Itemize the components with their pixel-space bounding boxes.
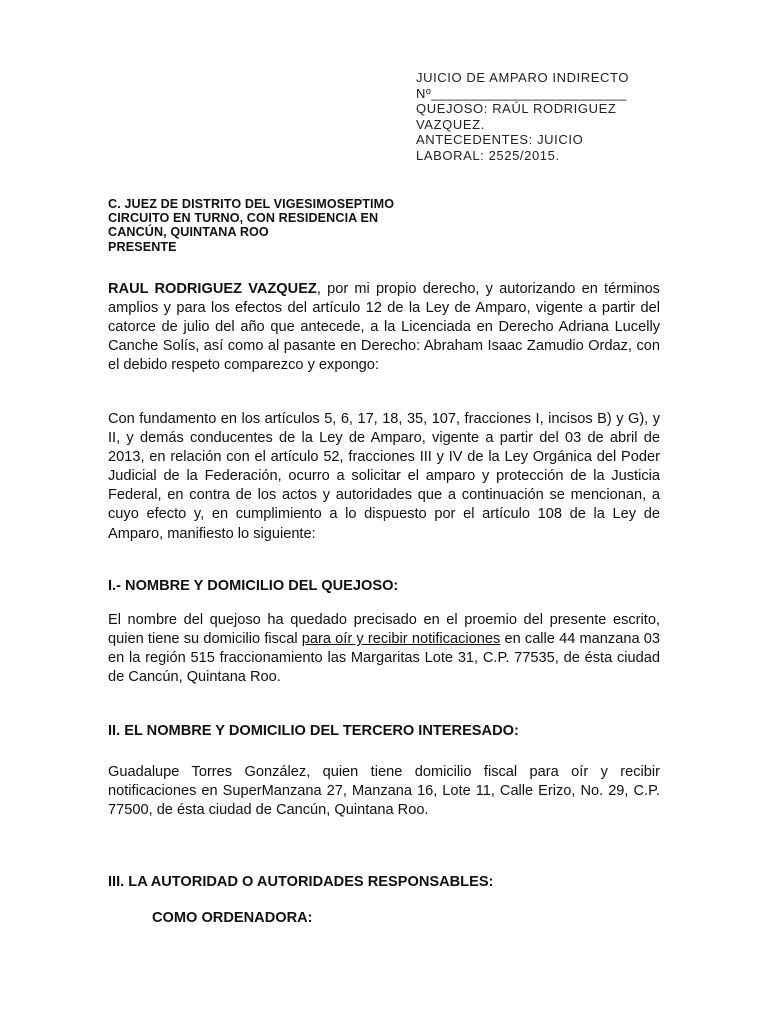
background-line: ANTECEDENTES: JUICIO [416,132,584,147]
section-1-text-after: en calle 44 manzana 03 en la región 515 fraccionamiento las Margaritas Lote 31, C.P. 77535, de ésta ciudad de Cancún, Quintana Roo. [108,631,660,686]
legal-basis-paragraph: Con fundamento en los artículos 5, 6, 17, 18, 35, 107, fracciones I, incisos B) y G), y II, y demás conducentes de la Ley de Amparo, vigente a partir del 03 de abril de 2013, en relación con el artículo 52, fracciones III y IV de la Ley Orgánica del Poder Judicial de la Federación, ocurro a solicitar el amparo y protección de la Justicia Federal, en contra de los actos y autoridades que a continuación se mencionan, a cuyo efecto y, en cumplimiento a lo dispuesto por el artículo 108 de la Ley de Amparo, manifiesto lo siguiente: [108,411,660,542]
addressee-line-3: CANCÚN, QUINTANA ROO [108,225,269,240]
addressee-line-4: PRESENTE [108,239,177,254]
complainant-line: QUEJOSO: RAÚL RODRIGUEZ [416,101,617,116]
section-1-paragraph [108,611,660,687]
case-header [416,70,656,163]
addressee-line-1: C. JUEZ DE DISTRITO DEL VIGESIMOSEPTIMO [108,197,395,211]
addressee-block [108,197,548,254]
section-1-text-before: El nombre del quejoso ha quedado precisado en el proemio del presente escrito, quien tiene su domicilio fiscal [108,612,660,648]
section-2-heading: II. EL NOMBRE Y DOMICILIO DEL TERCERO INTERESADO: [108,723,519,739]
intro-paragraph [108,280,660,375]
addressee-line-2: CIRCUITO EN TURNO, CON RESIDENCIA EN [108,211,379,226]
intro-paragraph-text: , por mi propio derecho, y autorizando en términos amplios y para los efectos del artículo 12 de la Ley de Amparo, vigente a partir del catorce de julio del año que antecede, a la Licenciada en Derecho Adriana Lucelly Canche Solís, así como al pasante en Derecho: Abraham Isaac Zamudio Ordaz, con el debido respeto comparezco y expongo: [108,281,660,374]
complainant-line-cont: VAZQUEZ. [416,116,485,132]
section-1-heading: I.- NOMBRE Y DOMICILIO DEL QUEJOSO: [108,578,399,594]
section-3-heading: III. LA AUTORIDAD O AUTORIDADES RESPONSABLES: [108,874,494,890]
complainant-name: RAUL RODRIGUEZ VAZQUEZ [108,281,317,297]
section-1-underlined-text: para oír y recibir notificaciones [301,631,501,648]
section-2-paragraph: Guadalupe Torres González, quien tiene domicilio fiscal para oír y recibir notificaciones en SuperManzana 27, Manzana 16, Lote 11, Calle Erizo, No. 29, C.P. 77500, de ésta ciudad de Cancún, Quintana Roo. [108,764,660,819]
case-type: JUICIO DE AMPARO INDIRECTO [416,70,630,85]
background-line-cont: LABORAL: 2525/2015. [416,147,560,163]
section-3-subheading: COMO ORDENADORA: [152,910,313,926]
case-number: Nº_________________________ [416,85,628,101]
